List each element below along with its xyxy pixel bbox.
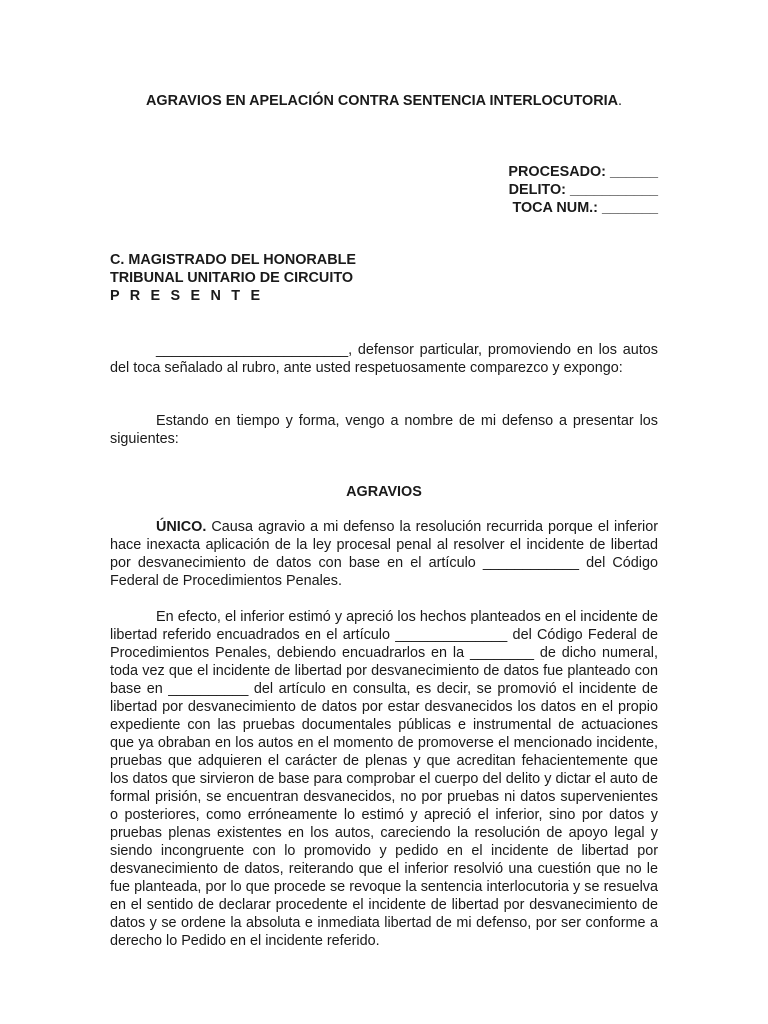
paragraph-presentation: Estando en tiempo y forma, vengo a nombre de mi defenso a presentar los siguientes:	[110, 413, 658, 447]
section-heading-agravios: AGRAVIOS	[346, 484, 422, 500]
case-info-block	[450, 163, 658, 217]
paragraph-en-efecto: En efecto, el inferior estimó y apreció los hechos planteados en el incidente de libertad referido encuadrados en el artículo ______________ del Código Federal de Procedimientos Penales, debiendo encuadrarlos en la ________ de dicho numeral, toda vez que el incidente de libertad por desvanecimiento de datos fue planteado con base en __________ del artículo en consulta, es decir, se promovió el incidente de libertad por desvanecimiento de datos por estar desvanecidos los datos en el propio expediente con las pruebas documentales públicas e instrumental de actuaciones que ya obraban en los autos en el momento de promoverse el mencionado incidente, pruebas que adquieren el carácter de plenas y que acreditan fehacientemente que los datos que sirvieron de base para comprobar el cuerpo del delito y dictar el auto de formal prisión, se encuentran desvanecidos, no por pruebas ni datos supervenientes o posteriores, como erróneamente lo estimó y apreció el inferior, sino por datos y pruebas plenas existentes en los autos, careciendo la resolución de apoyo legal y siendo incongruente con lo promovido y pedido en el incidente de libertad por desvanecimiento de datos, reiterando que el inferior resolvió una cuestión que no le fue planteada, por lo que procede se revoque la sentencia interlocutoria y se resuelva en el sentido de declarar procedente el incidente de libertad por desvanecimiento de datos y se ordene la absoluta e inmediata libertad de mi defenso, por ser conforme a derecho lo Pedido en el incidente referido.	[110, 609, 658, 949]
case-procesado: PROCESADO: ______	[508, 164, 658, 180]
paragraph-unico-lead: ÚNICO.	[156, 519, 207, 535]
addressee-line-2: TRIBUNAL UNITARIO DE CIRCUITO	[110, 270, 354, 286]
paragraph-appearance: ________________________, defensor particular, promoviendo en los autos del toca señalado al rubro, ante usted respetuosamente comparezco y expongo:	[110, 342, 658, 376]
addressee-block	[110, 251, 356, 305]
document-title-text: AGRAVIOS EN APELACIÓN CONTRA SENTENCIA INTERLOCUTORIA	[146, 93, 618, 109]
document-title	[110, 92, 658, 110]
addressee-line-1: C. MAGISTRADO DEL HONORABLE	[110, 252, 356, 268]
case-toca: TOCA NUM.: _______	[512, 200, 658, 216]
document-title-suffix: .	[617, 93, 622, 109]
case-delito: DELITO: ___________	[508, 182, 658, 198]
paragraph-unico-text: Causa agravio a mi defenso la resolución recurrida porque el inferior hace inexacta aplicación de la ley procesal penal al resolver el incidente de libertad por desvanecimiento de datos con base en el artículo ____________ del Código Federal de Procedimientos Penales.	[110, 519, 658, 589]
addressee-line-3: P R E S E N T E	[110, 288, 264, 304]
paragraph-unico	[110, 518, 658, 590]
